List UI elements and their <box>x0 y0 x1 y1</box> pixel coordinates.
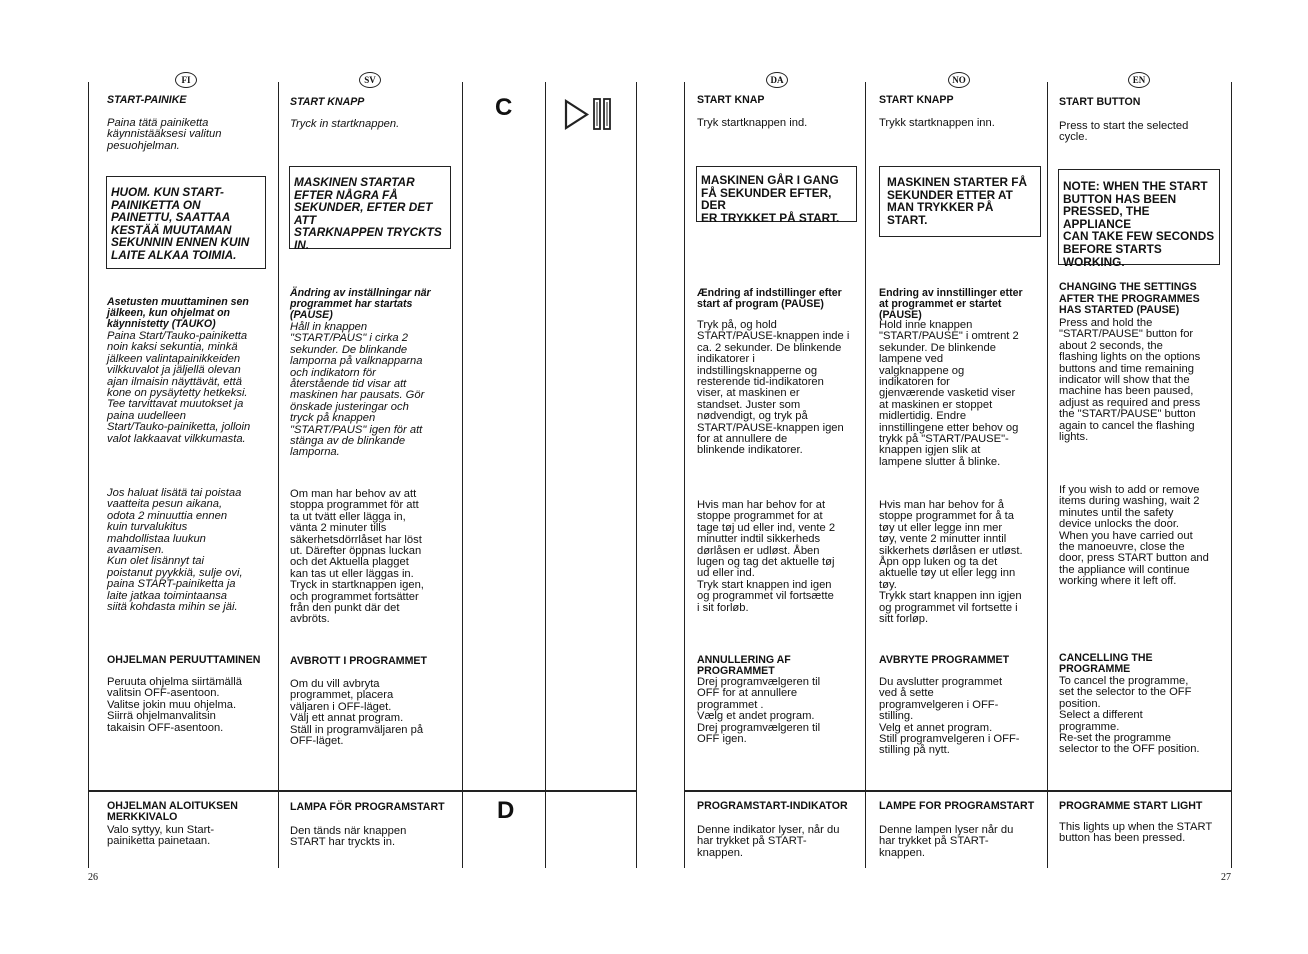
en-start-text-p: Press to start the selected cycle. <box>1059 120 1189 144</box>
da-cancel-title-p: ANNULLERING AF PROGRAMMET <box>697 654 791 677</box>
section-letter-c: C <box>495 94 513 121</box>
page-number-right: 27 <box>1221 872 1231 883</box>
no-laundry-text <box>879 500 1045 625</box>
fi-start-text-p: Paina tätä painiketta käynnistääksesi valitun pesuohjelman. <box>107 117 222 152</box>
fi-sv-divider <box>278 82 279 868</box>
sv-c-divider <box>462 82 463 868</box>
no-cancel-text <box>879 677 1045 757</box>
en-start-title: START BUTTON <box>1059 96 1141 108</box>
fi-cancel-title: OHJELMAN PERUUTTAMINEN <box>107 654 261 666</box>
en-cancel-title <box>1059 653 1227 675</box>
en-pause-title <box>1059 282 1227 317</box>
sv-cancel-text-p: Om du vill avbryta programmet, placera väljaren i OFF-läget. Välj ett annat program. Ställ in programväljaren på OFF-läget. <box>290 678 424 748</box>
fi-start-title: START-PAINIKE <box>107 94 187 106</box>
no-start-text <box>879 118 1039 129</box>
no-light-title: LAMPE FOR PROGRAMSTART <box>879 800 1035 812</box>
da-start-text <box>697 118 857 129</box>
section-letter-d: D <box>497 797 515 824</box>
sv-cancel-text <box>290 679 458 747</box>
da-pause-text-p: Tryk på, og hold START/PAUSE-knappen inde i ca. 2 sekunder. De blinkende indikatorer i indstillingsknapperne og resterende tid-indikatoren viser, at maskinen er standset. Juster som nødvendigt, og tryk på START/PAUSE-knappen igen for at annullere de blinkende indikatorer. <box>697 319 850 457</box>
sv-pause-text <box>290 322 458 459</box>
sv-laundry-text <box>290 489 458 626</box>
sv-light-title: LAMPA FÖR PROGRAMSTART <box>290 801 445 813</box>
en-cancel-text-p: To cancel the programme, set the selector to the OFF position. Select a different programme. Re-set the programme selector to the OFF position. <box>1059 675 1200 756</box>
lang-badge-no: NO <box>948 72 970 88</box>
fi-pause-text-p: Paina Start/Tauko-painiketta noin kaksi sekuntia, minkä jälkeen valintapainikkeiden vilkkuvalot ja jäljellä olevan ajan ilmaisin näyttävät, että kone on pysäytetty hetkeksi. Tee tarvittavat muutokset ja paina uudelleen Start/Tauko-painiketta, jolloin valot lakkaavat vilkkumasta. <box>107 330 251 445</box>
da-light-text <box>697 825 862 859</box>
sv-cancel-title: AVBROTT I PROGRAMMET <box>290 655 427 667</box>
da-pause-title-p: Ændring af indstillinger efter start af program (PAUSE) <box>697 287 842 310</box>
no-cancel-text-p: Du avslutter programmet ved å sette programvelgeren i OFF- stilling. Velg et annet program. Still programvelgeren i OFF- stilling på nytt. <box>879 676 1020 757</box>
no-pause-text <box>879 320 1045 468</box>
fi-pause-title <box>107 297 272 330</box>
lang-badge-fi: FI <box>175 72 197 88</box>
en-light-text-p: This lights up when the START button has been pressed. <box>1059 821 1213 845</box>
no-note-box: MASKINEN STARTER FÅ SEKUNDER ETTER AT MAN TRYKKER PÅ START. <box>879 166 1041 237</box>
no-laundry-text-p: Hvis man har behov for å stoppe programmet for å ta tøy ut eller legge inn mer tøy, vente 2 minutter inntil sikkerhets dørlåsen er utløst. Åpn opp luken og ta det aktuelle tøy ut eller legg inn tøy. Trykk start knappen inn igjen og programmet vil fortsette i sitt forløp. <box>879 499 1023 626</box>
no-en-divider <box>1047 82 1048 868</box>
fi-laundry-text <box>107 488 272 613</box>
lang-badge-sv: SV <box>359 72 381 88</box>
sv-laundry-text-p: Om man har behov av att stoppa programmet för att ta ut tvätt eller lägga in, vänta 2 minuter tills säkerhetsdörrlåset har löst ut. Därefter öppnas luckan och det Aktuella plagget kan tas ut eller läggas in. Tryck in startknappen igen, och programmet fortsätter från den punkt där det avbröts. <box>290 488 424 626</box>
no-cancel-title: AVBRYTE PROGRAMMET <box>879 654 1010 666</box>
left-page-right-rule <box>636 82 637 868</box>
fi-cancel-text-p: Peruuta ohjelma siirtämällä valitsin OFF-asentoon. Valitse jokin muu ohjelma. Siirrä ohjelmanvalitsin takaisin OFF-asentoon. <box>107 676 242 734</box>
en-light-text <box>1059 822 1229 845</box>
da-no-divider <box>865 82 866 868</box>
sv-start-text <box>290 119 455 130</box>
lang-badge-da: DA <box>766 72 788 88</box>
da-laundry-text <box>697 500 862 614</box>
c-icon-divider <box>545 82 546 868</box>
en-laundry-text-p: If you wish to add or remove items during washing, wait 2 minutes until the safety device unlocks the door. When you have carried out the manoeuvre, close the door, press START button and the appliance will continue working where it left off. <box>1059 484 1209 588</box>
sv-start-title: START KNAPP <box>290 96 365 108</box>
no-start-text-p: Trykk startknappen inn. <box>879 117 995 129</box>
right-page-section-divider <box>684 790 1231 792</box>
fi-start-text <box>107 118 272 152</box>
sv-pause-title-p: Ändring av inställningar när programmet har startats (PAUSE) <box>290 287 431 321</box>
no-pause-title-p: Endring av innstillinger etter at programmet er startet (PAUSE) <box>879 287 1023 321</box>
sv-note-box: MASKINEN STARTAR EFTER NÅGRA FÅ SEKUNDER, EFTER DET ATT STARKNAPPEN TRYCKTS IN. <box>289 166 451 249</box>
en-pause-text-p: Press and hold the "START/PAUSE" button for about 2 seconds, the flashing lights on the options buttons and time remaining indicator will show that the machine has been paused, adjust as required and press the "START/PAUSE" button again to cancel the flashing lights. <box>1059 317 1201 444</box>
da-cancel-text-p: Drej programvælgeren til OFF for at annullere programmet . Vælg et andet program. Drej programvælgeren til OFF igen. <box>697 676 821 746</box>
play-pause-icon <box>563 96 623 132</box>
en-laundry-text <box>1059 485 1229 588</box>
da-laundry-text-p: Hvis man har behov for at stoppe programmet for at tage tøj ud eller ind, vente 2 minutter indtil sikkerheds dørlåsen er udløst. Åben lugen og tag det aktuelle tøj ud eller ind. Tryk start knappen ind igen og programmet vil fortsætte i sit forløb. <box>697 499 836 614</box>
sv-light-text-p: Den tänds när knappen START har tryckts in. <box>290 825 407 849</box>
no-pause-title <box>879 288 1044 321</box>
fi-light-text <box>107 825 272 848</box>
no-light-text-p: Denne lampen lyser når du har trykket på START- knappen. <box>879 824 1014 859</box>
da-light-text-p: Denne indikator lyser, når du har trykket på START- knappen. <box>697 824 840 859</box>
da-note-box: MASKINEN GÅR I GANG FÅ SEKUNDER EFTER, DER ER TRYKKET PÅ START. <box>696 166 857 222</box>
sv-light-text <box>290 826 458 849</box>
da-cancel-text <box>697 677 862 745</box>
sv-start-text-p: Tryck in startknappen. <box>290 118 400 130</box>
fi-cancel-text <box>107 677 272 734</box>
lang-badge-en: EN <box>1128 72 1150 88</box>
no-light-text <box>879 825 1045 859</box>
en-start-text <box>1059 121 1224 144</box>
da-light-title: PROGRAMSTART-INDIKATOR <box>697 800 848 812</box>
en-cancel-text <box>1059 676 1229 756</box>
fi-note-box: HUOM. KUN START- PAINIKETTA ON PAINETTU, SAATTAA KESTÄÄ MUUTAMAN SEKUNNIN ENNEN KUIN LAITE ALKAA TOIMIA. <box>106 176 266 269</box>
da-pause-title <box>697 288 862 310</box>
left-page-section-divider <box>88 790 636 792</box>
fi-pause-title-p: Asetusten muuttaminen sen jälkeen, kun ohjelmat on käynnistetty (TAUKO) <box>107 296 249 330</box>
fi-pause-text <box>107 331 272 445</box>
fi-light-title-p: OHJELMAN ALOITUKSEN MERKKIVALO <box>107 800 238 824</box>
da-start-text-p: Tryk startknappen ind. <box>697 117 808 129</box>
da-pause-text <box>697 320 862 457</box>
no-pause-text-p: Hold inne knappen "START/PAUSE" i omtrent 2 sekunder. De blinkende lampene ved valgknappene og indikatoren for gjenværende vasketid viser at maskinen er stoppet midlertidig. Endre innstillingene etter behov og trykk på "START/PAUSE"- knappen igjen slik at lampene slutter å blinke. <box>879 319 1019 468</box>
right-page-right-rule <box>1231 82 1232 868</box>
fi-laundry-text-p: Jos haluat lisätä tai poistaa vaatteita pesun aikana, odota 2 minuuttia ennen kuin turvalukitus mahdollistaa luukun avaamisen. Kun olet lisännyt tai poistanut pyykkiä, sulje ovi, paina START-painiketta ja laite jatkaa toimintaansa siitä kohdasta mihin se jäi. <box>107 487 243 614</box>
left-page-left-rule <box>88 82 89 868</box>
da-start-title: START KNAP <box>697 94 765 106</box>
da-cancel-title <box>697 655 862 677</box>
page-number-left: 26 <box>88 872 98 883</box>
en-cancel-title-p: CANCELLING THE PROGRAMME <box>1059 652 1153 675</box>
right-page-left-rule <box>684 82 685 868</box>
fi-light-text-p: Valo syttyy, kun Start- painiketta painetaan. <box>107 824 215 848</box>
no-start-title: START KNAPP <box>879 94 954 106</box>
en-pause-title-p: CHANGING THE SETTINGS AFTER THE PROGRAMMES HAS STARTED (PAUSE) <box>1059 281 1200 316</box>
fi-light-title <box>107 801 272 824</box>
en-note-box: NOTE: WHEN THE START BUTTON HAS BEEN PRESSED, THE APPLIANCE CAN TAKE FEW SECONDS BEFORE STARTS WORKING. <box>1058 169 1220 265</box>
sv-pause-text-p: Håll in knappen "START/PAUS" i cirka 2 sekunder. De blinkande lamporna på valknapparna och indikatorn för återstående tid visar att maskinen har pausats. Gör önskade justeringar och tryck på knappen "START/PAUS" igen för att stänga av de blinkande lamporna. <box>290 321 425 459</box>
sv-pause-title <box>290 288 455 321</box>
en-pause-text <box>1059 318 1229 443</box>
en-light-title: PROGRAMME START LIGHT <box>1059 800 1203 812</box>
